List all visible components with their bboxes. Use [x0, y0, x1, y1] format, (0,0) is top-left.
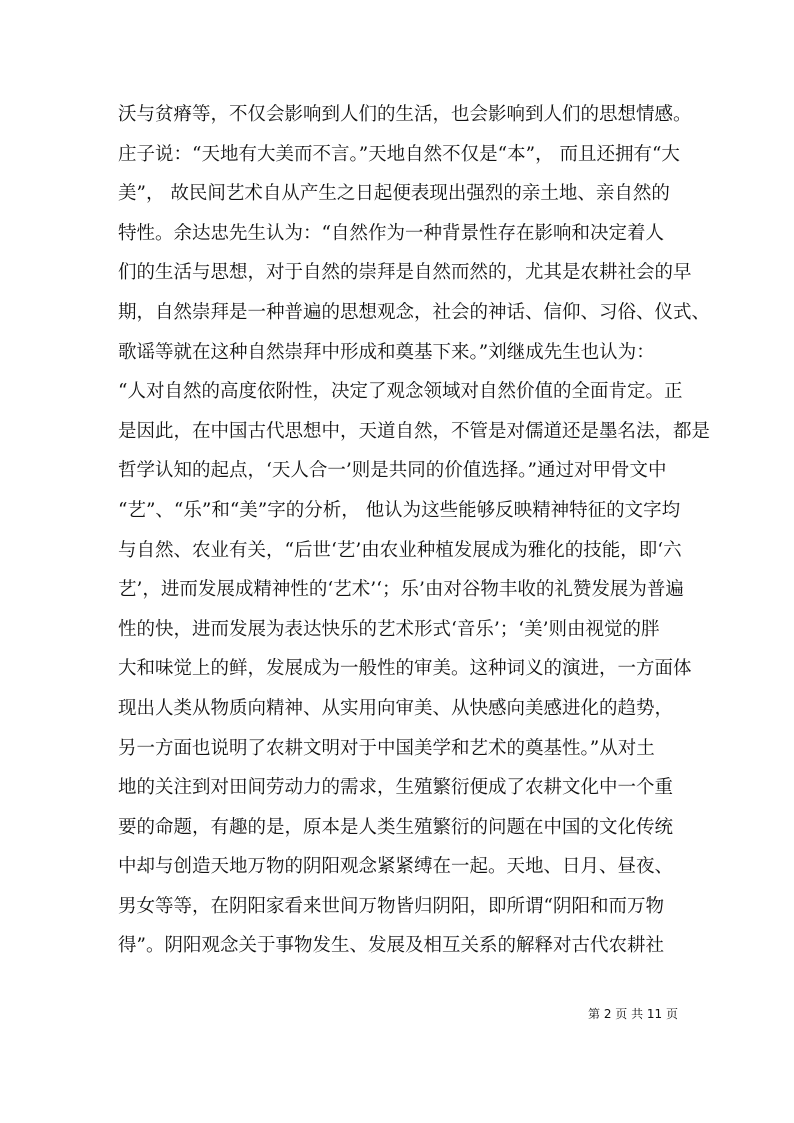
text-line: 性的快，进而发展为表达快乐的艺术形式‘音乐’；‘美’则由视觉的胖: [118, 618, 660, 640]
text-line: “人对自然的高度依附性，决定了观念领域对自然价值的全面肯定。正: [118, 381, 683, 403]
text-line: 哲学认知的起点，‘天人合一’则是共同的价值选择。”通过对甲骨文中: [118, 460, 667, 482]
text-line: 大和味觉上的鲜，发展成为一般性的审美。这种词义的演进，一方面体: [118, 658, 692, 680]
text-line: “艺”、“乐”和“美”字的分析， 他认为这些能够反映精神特征的文字均: [118, 499, 681, 521]
text-line: 另一方面也说明了农耕文明对于中国美学和艺术的奠基性。”从对土: [118, 737, 655, 759]
text-line: 沃与贫瘠等，不仅会影响到人们的生活，也会影响到人们的思想情感。: [118, 104, 692, 125]
page-number-footer: 第 2 页 共 11 页: [588, 1007, 678, 1021]
text-line: 美”， 故民间艺术自从产生之日起便表现出强烈的亲土地、亲自然的: [118, 183, 670, 205]
text-line: 特性。余达忠先生认为：“自然作为一种背景性存在影响和决定着人: [118, 222, 664, 244]
text-line: 歌谣等就在这种自然崇拜中形成和奠基下来。”刘继成先生也认为：: [118, 341, 655, 363]
text-line: 地的关注到对田间劳动力的需求，生殖繁衍便成了农耕文化中一个重: [118, 777, 674, 799]
text-line: 中却与创造天地万物的阴阳观念紧紧缚在一起。天地、日月、昼夜、: [118, 856, 674, 878]
text-line: 庄子说：“天地有大美而不言。”天地自然不仅是“本”， 而且还拥有“大: [118, 143, 680, 165]
text-line: 期，自然崇拜是一种普遍的思想观念，社会的神话、信仰、习俗、仪式、: [118, 301, 711, 323]
text-line: 男女等等，在阴阳家看来世间万物皆归阴阳，即所谓“阴阳和而万物: [118, 895, 664, 917]
text-line: 们的生活与思想，对于自然的崇拜是自然而然的，尤其是农耕社会的早: [118, 262, 692, 284]
text-line: 得”。阴阳观念关于事物发生、发展及相互关系的解释对古代农耕社: [118, 935, 664, 957]
text-line: 是因此，在中国古代思想中，天道自然，不管是对儒道还是墨名法，都是: [118, 420, 711, 442]
text-line: 与自然、农业有关，“后世‘艺’由农业种植发展成为雅化的技能，即‘六: [118, 539, 682, 561]
text-line: 艺’，进而发展成精神性的‘艺术’‘；乐’由对谷物丰收的礼赞发展为普遍: [118, 579, 684, 601]
body-text: [118, 95, 711, 966]
text-line: 要的命题，有趣的是，原本是人类生殖繁衍的问题在中国的文化传统: [118, 816, 674, 838]
text-line: 现出人类从物质向精神、从实用向审美、从快感向美感进化的趋势，: [118, 697, 674, 719]
